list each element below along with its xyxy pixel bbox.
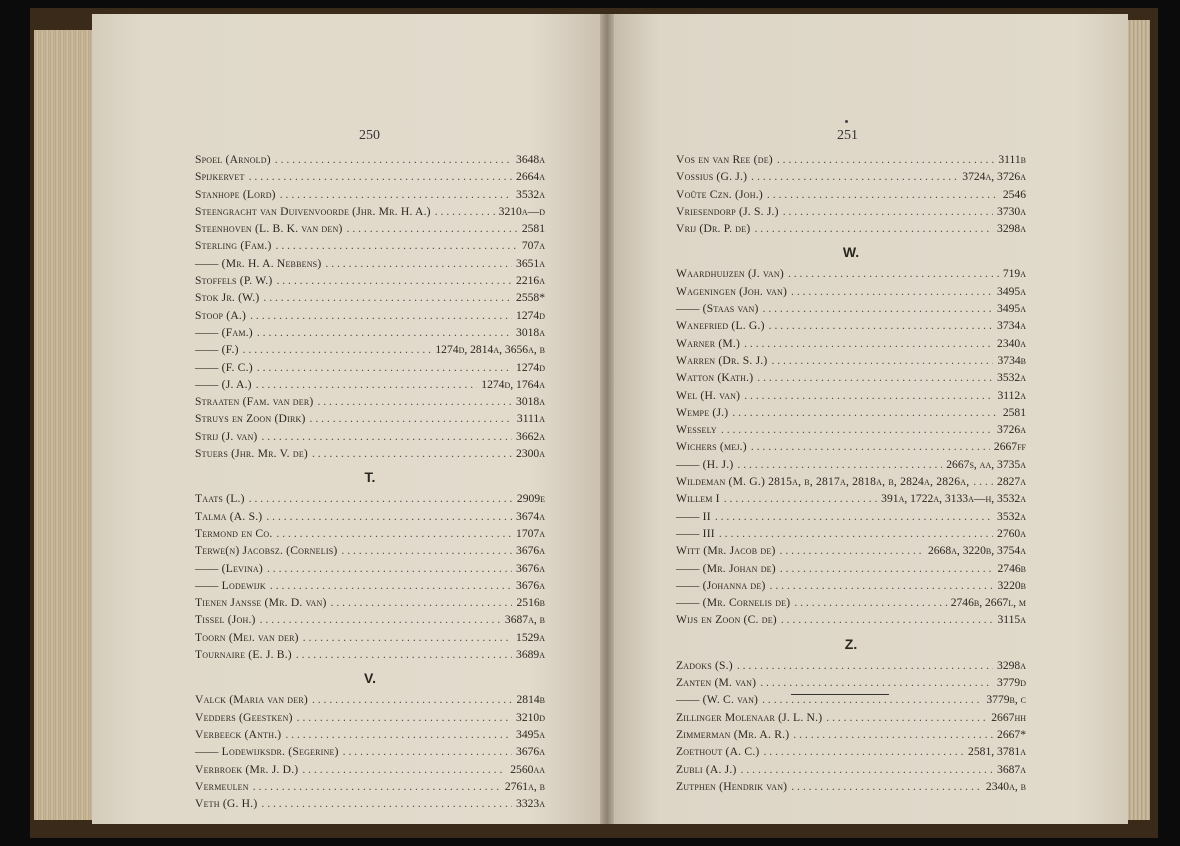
leader-dots (737, 657, 993, 674)
index-entry (195, 359, 545, 376)
index-entry (676, 421, 1026, 438)
leader-dots (347, 220, 518, 237)
leader-dots (253, 778, 501, 795)
entry-reference: 3532a (997, 371, 1026, 385)
entry-reference: 2909e (516, 492, 545, 506)
leader-dots (754, 220, 993, 237)
entry-reference: 1274d (516, 308, 545, 322)
entry-reference: 2668a, 3220b, 3754a (927, 544, 1026, 558)
leader-dots (317, 393, 512, 410)
entry-reference: 3726a (997, 423, 1026, 437)
index-entry (195, 307, 545, 324)
leader-dots (783, 203, 993, 220)
leader-dots (280, 186, 512, 203)
entry-name: Terwe(n) Jacobsz. (Cornelis) (195, 544, 338, 558)
entry-reference: 3687a, b (504, 613, 545, 627)
entry-name: —— (Mr. Johan de) (676, 561, 776, 575)
leader-dots (312, 691, 513, 708)
entry-reference: 3495a (516, 727, 545, 741)
entry-reference: 1529a (516, 630, 545, 644)
index-entry (676, 542, 1026, 559)
entry-reference: 3676a (516, 578, 545, 592)
index-entry (195, 525, 545, 542)
entry-name: —— (J. A.) (195, 377, 252, 391)
index-entry (676, 778, 1026, 795)
entry-reference: 1274d, 1764a (481, 377, 545, 391)
entry-reference: 2216a (516, 274, 545, 288)
entry-name: —— (W. C. van) (676, 693, 759, 707)
index-entry (195, 743, 545, 760)
leader-dots (791, 283, 993, 300)
entry-name: Stoop (A.) (195, 308, 247, 322)
entry-reference: 2667ff (993, 440, 1026, 454)
index-entry (195, 445, 545, 462)
leader-dots (266, 508, 512, 525)
index-entry (195, 168, 545, 185)
index-entry (195, 289, 545, 306)
entry-name: Zanten (M. van) (676, 676, 757, 690)
entry-name: —— (Mr. Cornelis de) (676, 596, 791, 610)
entry-reference: 3730a (997, 204, 1026, 218)
entry-reference: 3115a (997, 613, 1026, 627)
section-heading: W. (842, 244, 860, 261)
entry-reference: 3676a (516, 561, 545, 575)
entry-reference: 3779b, c (986, 693, 1026, 707)
entry-reference: 2340a (997, 336, 1026, 350)
entry-reference: 3724a, 3726a (962, 170, 1026, 184)
leader-dots (257, 324, 512, 341)
index-entry (676, 186, 1026, 203)
section-heading: V. (364, 670, 376, 687)
entry-name: Verbeeck (Anth.) (195, 727, 282, 741)
index-entry (195, 778, 545, 795)
entry-name: Waardhuijzen (J. van) (676, 267, 784, 281)
section-heading: T. (364, 469, 376, 486)
leader-dots (341, 542, 512, 559)
entry-name: Wichers (mej.) (676, 440, 747, 454)
index-entry (676, 300, 1026, 317)
leader-dots (310, 410, 513, 427)
index-entry (676, 508, 1026, 525)
index-entry (676, 657, 1026, 674)
leader-dots (788, 265, 999, 282)
entry-reference: 3676a (516, 544, 545, 558)
index-entry (195, 594, 545, 611)
entry-name: Vossius (G. J.) (676, 170, 748, 184)
entry-reference: 3220b (997, 578, 1026, 592)
entry-name: Steengracht van Duivenvoorde (Jhr. Mr. H. A.) (195, 204, 431, 218)
index-entry (195, 490, 545, 507)
index-entry (676, 151, 1026, 168)
leader-dots (256, 376, 478, 393)
entry-reference: 2546 (1002, 187, 1026, 201)
index-entry (195, 795, 545, 812)
entry-reference: 707a (521, 239, 545, 253)
leader-dots (769, 317, 993, 334)
entry-reference: 2746b, 2667l, m (950, 596, 1026, 610)
entry-name: —— II (676, 509, 711, 523)
leader-dots (760, 674, 993, 691)
index-entry (676, 594, 1026, 611)
index-entry (676, 220, 1026, 237)
entry-name: Toorn (Mej. van der) (195, 630, 299, 644)
entry-reference: 2558* (516, 291, 545, 305)
entry-name: Vedders (Geestken) (195, 710, 293, 724)
index-entry (676, 709, 1026, 726)
entry-reference: 3676a (516, 745, 545, 759)
entry-name: Wageningen (Joh. van) (676, 284, 788, 298)
page-edges-left (34, 30, 94, 820)
leader-dots (724, 490, 877, 507)
entry-name: Stuers (Jhr. Mr. V. de) (195, 447, 308, 461)
entry-name: —— Lodewijksdr. (Segerine) (195, 745, 339, 759)
leader-dots (715, 508, 993, 525)
leader-dots (257, 359, 512, 376)
entry-reference: 1274d (516, 360, 545, 374)
entry-reference: 2560aa (510, 762, 545, 776)
entry-reference: 2664a (516, 170, 545, 184)
leader-dots (794, 594, 946, 611)
leader-dots (263, 289, 512, 306)
entry-name: —— (F.) (195, 343, 239, 357)
book-gutter (600, 14, 614, 824)
entry-reference: 3734a (997, 319, 1026, 333)
index-entry (676, 387, 1026, 404)
leader-dots (312, 445, 512, 462)
entry-name: —— (Staas van) (676, 302, 759, 316)
index-entry (195, 410, 545, 427)
entry-name: Voûte Czn. (Joh.) (676, 187, 763, 201)
index-entry (195, 220, 545, 237)
index-entry (195, 151, 545, 168)
index-entry (676, 525, 1026, 542)
leader-dots (737, 456, 942, 473)
entry-name: Witt (Mr. Jacob de) (676, 544, 776, 558)
entry-reference: 3687a (997, 762, 1026, 776)
leader-dots (763, 743, 964, 760)
leader-dots (270, 577, 512, 594)
index-entry (195, 691, 545, 708)
leader-dots (744, 335, 993, 352)
entry-name: Veth (G. H.) (195, 797, 258, 811)
entry-reference: 2300a (516, 447, 545, 461)
index-entry (676, 203, 1026, 220)
entry-reference: 3018a (516, 395, 545, 409)
leader-dots (751, 438, 990, 455)
index-entry (676, 726, 1026, 743)
entry-reference: 3662a (516, 429, 545, 443)
leader-dots (770, 577, 994, 594)
index-entry (195, 761, 545, 778)
index-entry (676, 335, 1026, 352)
entry-name: Taats (L.) (195, 492, 245, 506)
entry-name: —— (Levina) (195, 561, 263, 575)
leader-dots (297, 709, 512, 726)
entry-name: Tienen Jansse (Mr. D. van) (195, 596, 327, 610)
leader-dots (435, 203, 495, 220)
index-entry (676, 674, 1026, 691)
entry-name: Sterling (Fam.) (195, 239, 272, 253)
index-entry (676, 761, 1026, 778)
entry-name: Wel (H. van) (676, 388, 741, 402)
leader-dots (781, 611, 994, 628)
entry-name: Stanhope (Lord) (195, 187, 276, 201)
entry-reference: 2340a, b (985, 779, 1026, 793)
entry-name: Spoel (Arnold) (195, 153, 271, 166)
index-entry (676, 265, 1026, 282)
entry-name: Willem I (676, 492, 720, 506)
leader-dots (791, 778, 982, 795)
index-entry (676, 577, 1026, 594)
end-rule (791, 694, 889, 695)
entry-reference: 1274d, 2814a, 3656a, b (435, 343, 545, 357)
leader-dots (793, 726, 993, 743)
index-entry (195, 611, 545, 628)
entry-name: Warren (Dr. S. J.) (676, 353, 768, 367)
entry-reference: 3779d (997, 676, 1026, 690)
leader-dots (249, 490, 513, 507)
page-edges-right (1126, 20, 1150, 820)
entry-reference: 2761a, b (504, 779, 545, 793)
entry-name: Valck (Maria van der) (195, 693, 308, 707)
entry-name: Struys en Zoon (Dirk) (195, 412, 306, 426)
leader-dots (249, 168, 512, 185)
entry-reference: 3298a (997, 658, 1026, 672)
entry-reference: 2516b (516, 596, 545, 610)
entry-name: Stoffels (P. W.) (195, 274, 273, 288)
entry-reference: 2667hh (991, 710, 1026, 724)
print-mark (845, 120, 848, 123)
leader-dots (243, 341, 432, 358)
entry-reference: 3298a (997, 222, 1026, 236)
index-entry (195, 577, 545, 594)
leader-dots (780, 542, 924, 559)
section-heading: Z. (844, 635, 858, 652)
entry-name: Vermeulen (195, 779, 249, 793)
index-entry (195, 646, 545, 663)
entry-reference: 2581, 3781a (968, 745, 1026, 759)
entry-reference: 3323a (516, 797, 545, 811)
index-entry (676, 168, 1026, 185)
right-index-column (676, 151, 1026, 795)
index-entry (676, 369, 1026, 386)
entry-reference: 2760a (997, 526, 1026, 540)
leader-dots (741, 761, 993, 778)
index-entry (195, 542, 545, 559)
leader-dots (777, 151, 994, 168)
entry-reference: 391a, 1722a, 3133a—h, 3532a (881, 492, 1026, 506)
entry-name: —— (Mr. H. A. Nebbens) (195, 256, 322, 270)
leader-dots (757, 369, 993, 386)
index-entry (676, 490, 1026, 507)
leader-dots (719, 525, 993, 542)
entry-reference: 3674a (516, 509, 545, 523)
leader-dots (780, 560, 994, 577)
entry-reference: 2814b (516, 693, 545, 707)
leader-dots (302, 761, 506, 778)
entry-reference: 2581 (521, 222, 545, 236)
entry-reference: 3734b (997, 353, 1026, 367)
entry-name: Wijs en Zoon (C. de) (676, 613, 777, 627)
index-entry (195, 324, 545, 341)
entry-name: —— (H. J.) (676, 457, 734, 471)
leader-dots (767, 186, 999, 203)
entry-name: —— (Johanna de) (676, 578, 766, 592)
index-entry (676, 560, 1026, 577)
leader-dots (732, 404, 999, 421)
index-entry (676, 611, 1026, 628)
entry-name: Vriesendorp (J. S. J.) (676, 204, 779, 218)
index-entry (676, 743, 1026, 760)
index-entry (195, 428, 545, 445)
entry-name: Steenhoven (L. B. K. van den) (195, 222, 343, 236)
entry-name: Wempe (J.) (676, 405, 729, 419)
entry-reference: 3651a (516, 256, 545, 270)
index-entry (676, 283, 1026, 300)
leader-dots (303, 629, 512, 646)
leader-dots (250, 307, 512, 324)
entry-name: Wessely (676, 423, 717, 437)
entry-name: Wanefried (L. G.) (676, 319, 765, 333)
entry-name: Wildeman (M. G.) 2815a, b, 2817a, 2818a, b, 2824a, 2826a, (676, 475, 970, 489)
entry-name: Warner (M.) (676, 336, 741, 350)
index-entry (676, 404, 1026, 421)
entry-reference: 2581 (1002, 405, 1026, 419)
entry-name: —— III (676, 526, 715, 540)
entry-name: Zimmerman (Mr. A. R.) (676, 727, 790, 741)
entry-reference: 3210a—d (498, 204, 545, 218)
entry-name: Verbroek (Mr. J. D.) (195, 762, 299, 776)
entry-reference: 3648a (516, 153, 545, 166)
entry-reference: 3111a (516, 412, 545, 426)
index-entry (195, 341, 545, 358)
leader-dots (751, 168, 958, 185)
entry-reference: 3495a (997, 302, 1026, 316)
leader-dots (275, 151, 512, 168)
leader-dots (763, 300, 994, 317)
entry-name: Zoethout (A. C.) (676, 745, 760, 759)
entry-reference: 3532a (516, 187, 545, 201)
index-entry (195, 186, 545, 203)
index-entry (195, 560, 545, 577)
entry-reference: 3112a (997, 388, 1026, 402)
index-entry (195, 629, 545, 646)
leader-dots (285, 726, 512, 743)
entry-name: Zutphen (Hendrik van) (676, 779, 788, 793)
leader-dots (331, 594, 513, 611)
entry-name: Vos en van Ree (de) (676, 153, 773, 166)
entry-name: Strij (J. van) (195, 429, 258, 443)
index-entry (676, 438, 1026, 455)
right-page-number: 251 (837, 128, 858, 143)
index-entry (195, 726, 545, 743)
leader-dots (296, 646, 512, 663)
index-entry (195, 272, 545, 289)
entry-name: Stok Jr. (W.) (195, 291, 260, 305)
entry-name: Straaten (Fam. van der) (195, 395, 314, 409)
entry-name: Zubli (A. J.) (676, 762, 737, 776)
index-entry (195, 376, 545, 393)
leader-dots (744, 387, 993, 404)
entry-name: Zillinger Molenaar (J. L. N.) (676, 710, 823, 724)
entry-reference: 3532a (997, 509, 1026, 523)
index-entry (195, 508, 545, 525)
entry-reference: 2827a (997, 475, 1026, 489)
entry-name: —— (Fam.) (195, 325, 253, 339)
leader-dots (343, 743, 512, 760)
leader-dots (826, 709, 987, 726)
entry-name: Vrij (Dr. P. de) (676, 222, 751, 236)
leader-dots (260, 611, 501, 628)
index-entry (676, 317, 1026, 334)
entry-reference: 3495a (997, 284, 1026, 298)
entry-reference: 3111b (998, 153, 1026, 166)
leader-dots (261, 795, 512, 812)
index-entry (676, 352, 1026, 369)
index-entry (195, 393, 545, 410)
entry-name: Spijkervet (195, 170, 245, 184)
entry-name: Zadoks (S.) (676, 658, 733, 672)
entry-name: Talma (A. S.) (195, 509, 263, 523)
leader-dots (276, 237, 518, 254)
left-index-column (195, 151, 545, 812)
entry-reference: 2667* (997, 727, 1026, 741)
entry-name: Tournaire (E. J. B.) (195, 648, 292, 662)
entry-reference: 3018a (516, 325, 545, 339)
entry-reference: 719a (1002, 267, 1026, 281)
entry-name: —— Lodewijk (195, 578, 266, 592)
entry-name: —— (F. C.) (195, 360, 253, 374)
leader-dots (276, 272, 512, 289)
index-entry (195, 237, 545, 254)
entry-reference: 1707a (516, 526, 545, 540)
left-page-number: 250 (359, 128, 380, 143)
leader-dots (771, 352, 993, 369)
leader-dots (721, 421, 993, 438)
entry-reference: 2667s, aa, 3735a (946, 457, 1026, 471)
leader-dots (261, 428, 512, 445)
leader-dots (325, 255, 512, 272)
index-entry (676, 473, 1026, 490)
entry-name: Termond en Co. (195, 526, 273, 540)
leader-dots (276, 525, 512, 542)
index-entry (195, 255, 545, 272)
index-entry (676, 456, 1026, 473)
index-entry (195, 203, 545, 220)
entry-reference: 3210d (516, 710, 545, 724)
leader-dots (973, 473, 993, 490)
index-entry (195, 709, 545, 726)
entry-name: Watton (Kath.) (676, 371, 754, 385)
entry-name: Tissel (Joh.) (195, 613, 256, 627)
entry-reference: 2746b (997, 561, 1026, 575)
leader-dots (267, 560, 512, 577)
entry-reference: 3689a (516, 648, 545, 662)
